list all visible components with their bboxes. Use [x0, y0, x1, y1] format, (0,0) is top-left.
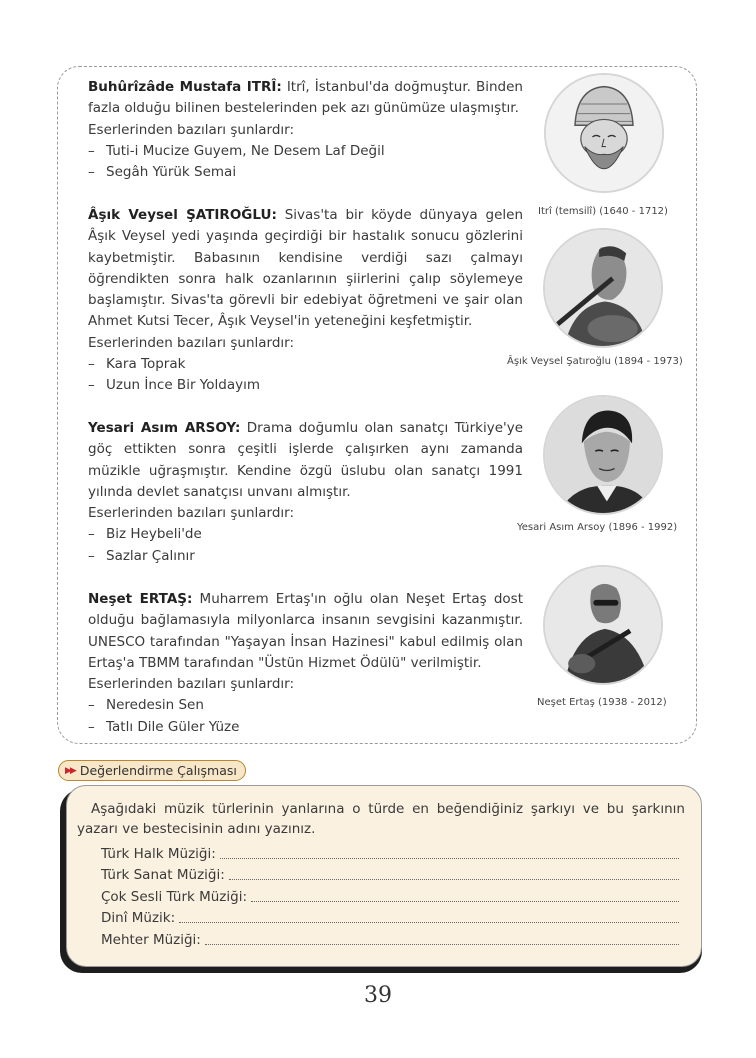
portrait-yesari-asim-arsoy [543, 395, 663, 515]
portrait-caption: Neşet Ertaş (1938 - 2012) [537, 697, 667, 708]
field-label: Dinî Müzik: [101, 910, 176, 927]
works-label: Eserlerinden bazıları şunlardır: [88, 121, 295, 138]
bio-intro: Sivas'ta bir köyde dünyaya gelen Âşık Veysel yedi yaşında geçirdiği bir hastalık sonucu gözlerini kaybetmiştir. Babasının kendisine verdiği sazı çalmayı öğrendikten sonra halk ozanlarının şiirlerini çalıp söylemeye başlamıştır. Sivas'ta görevli bir edebiyat öğretmeni ve şair olan Ahmet Kutsi Tecer, Âşık Veysel'in yeteneğini keşfetmiştir. [88, 207, 523, 330]
field-label: Çok Sesli Türk Müziği: [101, 888, 248, 905]
work-item: – Sazlar Çalınır [88, 547, 195, 564]
double-play-arrow-icon: ▶▶ [65, 765, 75, 776]
field-label: Türk Halk Müziği: [101, 845, 216, 862]
portrait-asik-veysel [543, 228, 663, 348]
bio-name: Yesari Asım ARSOY: [88, 420, 241, 436]
answer-line[interactable] [229, 879, 679, 880]
works-label: Eserlerinden bazıları şunlardır: [88, 676, 295, 693]
bio-intro: Itrî, İstanbul'da doğmuştur. Binden fazla olduğu bilinen bestelerinden pek azı günümüze ulaşmıştır. [88, 79, 523, 117]
evaluation-box [66, 785, 702, 967]
answer-line[interactable] [205, 944, 679, 945]
answer-line[interactable] [179, 922, 679, 923]
works-label: Eserlerinden bazıları şunlardır: [88, 334, 295, 351]
answer-field-mehter-muzigi[interactable] [77, 928, 685, 950]
portrait-caption: Itrî (temsilî) (1640 - 1712) [538, 206, 668, 217]
answer-field-dini-muzik[interactable] [77, 907, 685, 929]
answer-line[interactable] [220, 858, 679, 859]
answer-field-turk-sanat-muzigi[interactable] [77, 864, 685, 886]
bio-name: Neşet ERTAŞ: [88, 591, 193, 607]
answer-line[interactable] [251, 901, 679, 902]
portrait-caption: Âşık Veysel Şatıroğlu (1894 - 1973) [507, 356, 683, 367]
work-item: – Uzun İnce Bir Yoldayım [88, 377, 260, 394]
portrait-caption: Yesari Asım Arsoy (1896 - 1992) [517, 522, 678, 533]
work-item: – Biz Heybeli'de [88, 526, 202, 543]
bio-neset-ertas [77, 589, 523, 738]
field-label: Mehter Müziği: [101, 931, 201, 948]
bio-yesari-asim-arsoy [77, 418, 523, 567]
page-number: 39 [364, 983, 392, 1008]
work-item: – Kara Toprak [88, 356, 186, 373]
evaluation-tab-label: Değerlendirme Çalışması [79, 763, 237, 778]
portrait-itri [544, 73, 664, 193]
bio-name: Âşık Veysel ŞATIROĞLU: [88, 207, 277, 223]
work-item: – Segâh Yürük Semai [88, 164, 237, 181]
field-label: Türk Sanat Müziği: [101, 867, 225, 884]
answer-field-turk-halk-muzigi[interactable] [77, 842, 685, 864]
bio-intro: Muharrem Ertaş'ın oğlu olan Neşet Ertaş dost olduğu bağlamasıyla milyonlarca insanın sevgisini kazanmıştır. UNESCO tarafından "Yaşayan İnsan Hazinesi" kabul edilmiş olan Ertaş'a TBMM tarafından "Üstün Hizmet Ödülü" verilmiştir. [88, 591, 523, 671]
evaluation-instruction: Aşağıdaki müzik türlerinin yanlarına o türde en beğendiğiniz şarkıyı ve bu şarkının yazarı ve bestecisinin adını yazınız. [77, 801, 685, 837]
bio-asik-veysel [77, 205, 523, 397]
bio-itri [77, 77, 523, 183]
work-item: – Tatlı Dile Güler Yüze [88, 718, 240, 735]
evaluation-tab [58, 760, 246, 781]
bio-intro: Drama doğumlu olan sanatçı Türkiye'ye göç ettikten sonra çeşitli işlerde çalışırken aynı zamanda müzikle uğraşmıştır. Kendine özgü üslubu olan sanatçı 1991 yılında devlet sanatçısı unvanı almıştır. [88, 420, 524, 500]
answer-field-cok-sesli-turk-muzigi[interactable] [77, 885, 685, 907]
bio-name: Buhûrîzâde Mustafa ITRÎ: [88, 79, 282, 95]
portrait-neset-ertas [543, 565, 663, 685]
works-label: Eserlerinden bazıları şunlardır: [88, 505, 295, 522]
work-item: – Tuti-i Mucize Guyem, Ne Desem Laf Değil [88, 142, 385, 159]
work-item: – Neredesin Sen [88, 697, 204, 714]
